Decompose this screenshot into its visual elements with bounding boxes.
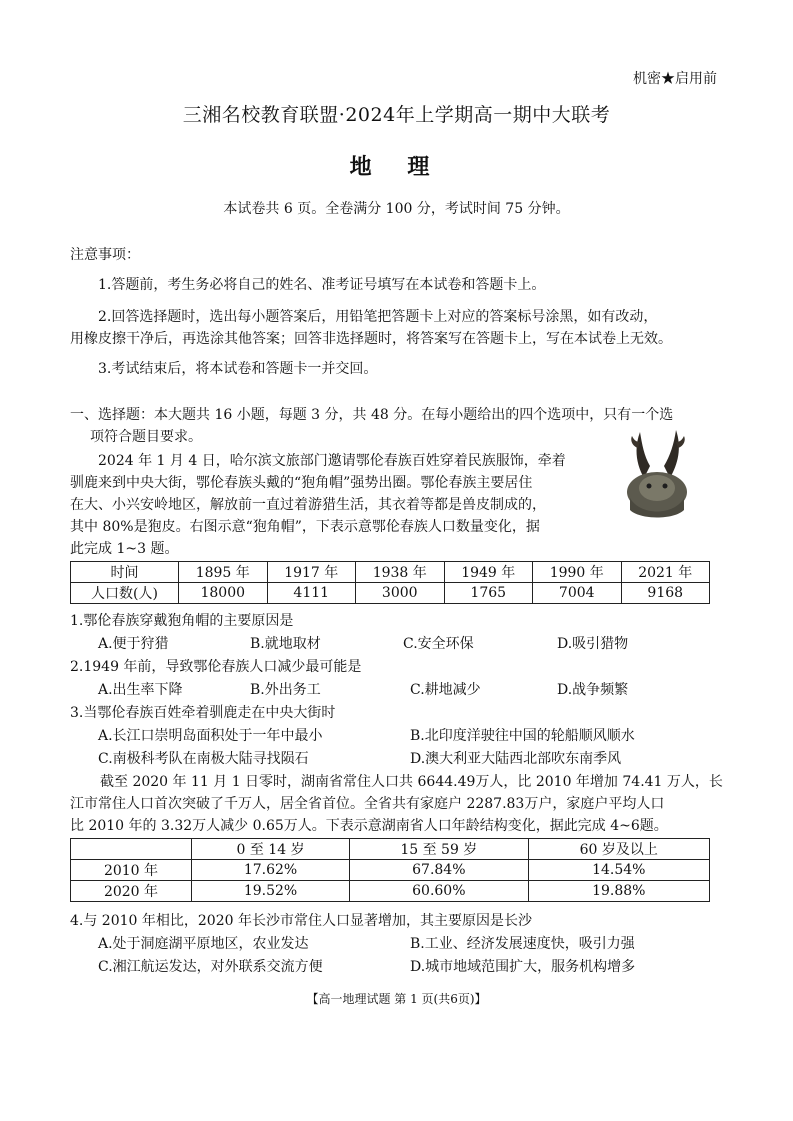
q3-option-d: D.澳大利亚大陆西北部吹东南季风 — [410, 751, 622, 767]
q1-option-c: C.安全环保 — [403, 636, 474, 652]
q4-option-b: B.工业、经济发展速度快，吸引力强 — [410, 936, 635, 952]
table-cell: 14.54% — [528, 860, 709, 881]
table-cell: 4111 — [267, 583, 356, 604]
q2-option-d: D.战争频繁 — [557, 682, 629, 698]
passage1-line-3: 在大、小兴安岭地区，解放前一直过着游猎生活，其衣着等都是兽皮制成的， — [70, 497, 546, 513]
table-row-label: 2010 年 — [71, 860, 192, 881]
table-cell: 60.60% — [350, 881, 528, 902]
passage1-line-5: 此完成 1~3 题。 — [70, 541, 179, 557]
q4-option-c: C.湘江航运发达，对外联系交流方便 — [98, 959, 323, 975]
passage2-line-2: 江市常住人口首次突破了千万人，居全省首位。全省共有家庭户 2287.83万户，家庭户平均人口 — [70, 796, 665, 812]
exam-intro: 本试卷共 6 页。全卷满分 100 分，考试时间 75 分钟。 — [223, 201, 570, 217]
age-structure-table — [70, 838, 710, 902]
exam-title: 三湘名校教育联盟·2024年上学期高一期中大联考 — [182, 104, 611, 126]
passage1-line-1: 2024 年 1 月 4 日，哈尔滨文旅部门邀请鄂伦春族百姓穿着民族服饰，牵着 — [98, 453, 566, 469]
table-cell: 7004 — [533, 583, 622, 604]
table-cell: 19.52% — [192, 881, 350, 902]
q4-stem: 4.与 2010 年相比，2020 年长沙市常住人口显著增加，其主要原因是长沙 — [70, 913, 532, 929]
table-row-label: 人口数(人) — [71, 583, 179, 604]
table-header-cell: 60 岁及以上 — [528, 839, 709, 860]
population-table — [70, 561, 710, 604]
passage2-line-3: 比 2010 年的 3.32万人减少 0.65万人。下表示意湖南省人口年龄结构变化，据此完成 4~6题。 — [70, 818, 668, 834]
note-1: 1.答题前，考生务必将自己的姓名、准考证号填写在本试卷和答题卡上。 — [98, 277, 546, 293]
passage1-line-2: 驯鹿来到中央大街，鄂伦春族头戴的“狍角帽”强势出圈。鄂伦春族主要居住 — [70, 475, 533, 491]
subject-title: 地 理 — [349, 154, 444, 180]
table-header-cell: 1949 年 — [444, 562, 533, 583]
q4-option-d: D.城市地域范围扩大，服务机构增多 — [410, 959, 636, 975]
table-header-cell: 1938 年 — [356, 562, 445, 583]
q1-option-d: D.吸引猎物 — [557, 636, 629, 652]
table-header-cell: 2021 年 — [621, 562, 710, 583]
table-cell: 18000 — [179, 583, 268, 604]
q2-option-b: B.外出务工 — [250, 682, 321, 698]
table-header-cell: 0 至 14 岁 — [192, 839, 350, 860]
table-header-cell: 1895 年 — [179, 562, 268, 583]
passage2-line-1: 截至 2020 年 11 月 1 日零时，湖南省常住人口共 6644.49万人，比 2010 年增加 74.41 万人，长 — [100, 774, 723, 790]
q1-option-b: B.就地取材 — [250, 636, 321, 652]
table-header-cell: 1990 年 — [533, 562, 622, 583]
table-cell: 9168 — [621, 583, 710, 604]
q1-option-a: A.便于狩猎 — [98, 636, 169, 652]
q3-stem: 3.当鄂伦春族百姓牵着驯鹿走在中央大街时 — [70, 705, 336, 721]
table-cell: 67.84% — [350, 860, 528, 881]
table-row-label: 2020 年 — [71, 881, 192, 902]
q1-stem: 1.鄂伦春族穿戴狍角帽的主要原因是 — [70, 613, 294, 629]
q2-stem: 2.1949 年前，导致鄂伦春族人口减少最可能是 — [70, 659, 362, 675]
table-header-cell: 15 至 59 岁 — [350, 839, 528, 860]
table-cell: 19.88% — [528, 881, 709, 902]
q3-option-c: C.南极科考队在南极大陆寻找陨石 — [98, 751, 309, 767]
note-2b: 用橡皮擦干净后，再选涂其他答案；回答非选择题时，将答案写在答题卡上，写在本试卷上无效。 — [70, 331, 672, 347]
table-row-label: 时间 — [71, 562, 179, 583]
q2-option-a: A.出生率下降 — [98, 682, 183, 698]
note-2a: 2.回答选择题时，选出每小题答案后，用铅笔把答题卡上对应的答案标号涂黑，如有改动， — [98, 309, 658, 325]
section-heading-1: 一、选择题：本大题共 16 小题，每题 3 分，共 48 分。在每小题给出的四个选项中，只有一个选 — [70, 407, 674, 423]
page-footer: 【高一地理试题 第 1 页(共6页)】 — [306, 992, 487, 1006]
notes-heading: 注意事项： — [70, 247, 140, 263]
table-cell: 17.62% — [192, 860, 350, 881]
q4-option-a: A.处于洞庭湖平原地区，农业发达 — [98, 936, 309, 952]
q3-option-b: B.北印度洋驶往中国的轮船顺风顺水 — [410, 728, 635, 744]
section-heading-2: 项符合题目要求。 — [90, 429, 202, 445]
table-corner-cell — [71, 839, 192, 860]
antler-hat-photo — [622, 426, 692, 522]
confidential-mark: 机密★启用前 — [633, 71, 717, 87]
table-cell: 3000 — [356, 583, 445, 604]
table-header-cell: 1917 年 — [267, 562, 356, 583]
q2-option-c: C.耕地减少 — [410, 682, 481, 698]
passage1-line-4: 其中 80%是狍皮。右图示意“狍角帽”，下表示意鄂伦春族人口数量变化，据 — [70, 519, 540, 535]
note-3: 3.考试结束后，将本试卷和答题卡一并交回。 — [98, 361, 378, 377]
q3-option-a: A.长江口崇明岛面积处于一年中最小 — [98, 728, 323, 744]
table-cell: 1765 — [444, 583, 533, 604]
